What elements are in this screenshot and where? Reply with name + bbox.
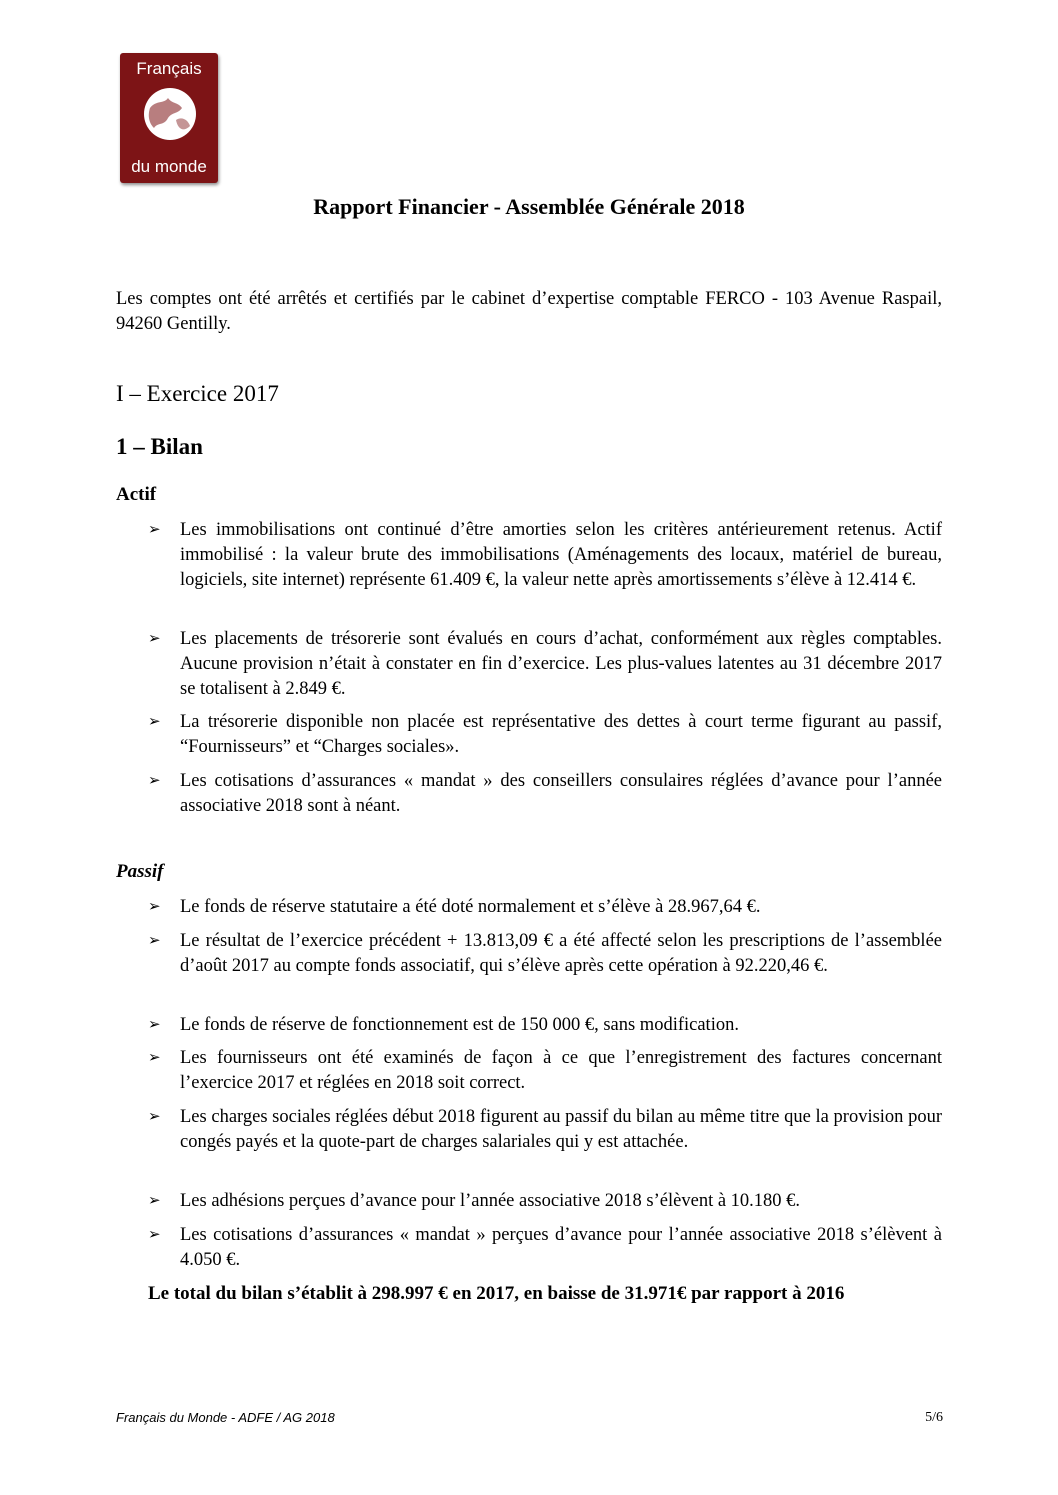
globe-icon (142, 86, 198, 142)
list-item: ➢ La trésorerie disponible non placée est représentative des dettes à court terme figurant au passif, “Fournisseurs” et “Charges sociales». (148, 712, 942, 757)
list-item: ➢ Les cotisations d’assurances « mandat » des conseillers consulaires réglées d’avance pour l’année associative 2018 sont à néant. (148, 771, 942, 816)
arrow-bullet-icon: ➢ (148, 1227, 161, 1243)
list-item: ➢ Les placements de trésorerie sont évalués en cours d’achat, conformément aux règles comptables. Aucune provision n’était à constater en fin d’exercice. Les plus-values latentes au 31 décembre 2017 se totalisent à 2.849 €. (148, 629, 942, 699)
arrow-bullet-icon: ➢ (148, 1193, 161, 1209)
subsection-heading: 1 – Bilan (116, 434, 203, 459)
actif-heading: Actif (116, 484, 157, 505)
footer-text: Français du Monde - ADFE / AG 2018 (116, 1410, 335, 1425)
arrow-bullet-icon: ➢ (148, 522, 161, 538)
arrow-bullet-icon: ➢ (148, 1017, 161, 1033)
list-item: ➢ Le résultat de l’exercice précédent + 13.813,09 € a été affecté selon les prescriptions de l’assemblée d’août 2017 au compte fonds associatif, qui s’élève après cette opération à 92.220,46 €. (148, 931, 942, 976)
list-item: ➢ Les cotisations d’assurances « mandat » perçues d’avance pour l’année associative 2018 s’élèvent à 4.050 €. (148, 1225, 942, 1270)
list-item: ➢ Les adhésions perçues d’avance pour l’année associative 2018 s’élèvent à 10.180 €. (148, 1189, 942, 1214)
logo-text-top: Français (136, 59, 202, 78)
arrow-bullet-icon: ➢ (148, 631, 161, 647)
logo-text-bottom: du monde (131, 157, 207, 176)
arrow-bullet-icon: ➢ (148, 933, 161, 949)
passif-heading: Passif (116, 861, 164, 882)
list-item: ➢ Le fonds de réserve statutaire a été doté normalement et s’élève à 28.967,64 €. (148, 895, 942, 920)
arrow-bullet-icon: ➢ (148, 714, 161, 730)
intro-paragraph: Les comptes ont été arrêtés et certifiés par le cabinet d’expertise comptable FERCO - 103 Avenue Raspail, 94260 Gentilly. (116, 289, 942, 334)
list-item: ➢ Les charges sociales réglées début 2018 figurent au passif du bilan au même titre que la provision pour congés payés et la quote-part de charges salariales qui y est attachée. (148, 1107, 942, 1152)
list-item: ➢ Les immobilisations ont continué d’être amorties selon les critères antérieurement retenus. Actif immobilisé : la valeur brute des immobilisations (Aménagements des locaux, matériel de bureau, logiciels, site internet) représente 61.409 €, la valeur nette après amortissements s’élève à 12.414 €. (148, 520, 942, 590)
list-item: ➢ Les fournisseurs ont été examinés de façon à ce que l’enregistrement des factures concernant l’exercice 2017 et réglées en 2018 soit correct. (148, 1048, 942, 1093)
arrow-bullet-icon: ➢ (148, 1109, 161, 1125)
arrow-bullet-icon: ➢ (148, 1050, 161, 1066)
page-title: Rapport Financier - Assemblée Générale 2018 (313, 194, 745, 219)
arrow-bullet-icon: ➢ (148, 899, 161, 915)
bilan-total: Le total du bilan s’établit à 298.997 € en 2017, en baisse de 31.971€ par rapport à 2016 (148, 1283, 845, 1304)
section-heading: I – Exercice 2017 (116, 381, 279, 406)
logo (120, 53, 218, 183)
list-item: ➢ Le fonds de réserve de fonctionnement est de 150 000 €, sans modification. (148, 1013, 942, 1038)
page-number: 5/6 (925, 1410, 943, 1425)
arrow-bullet-icon: ➢ (148, 773, 161, 789)
